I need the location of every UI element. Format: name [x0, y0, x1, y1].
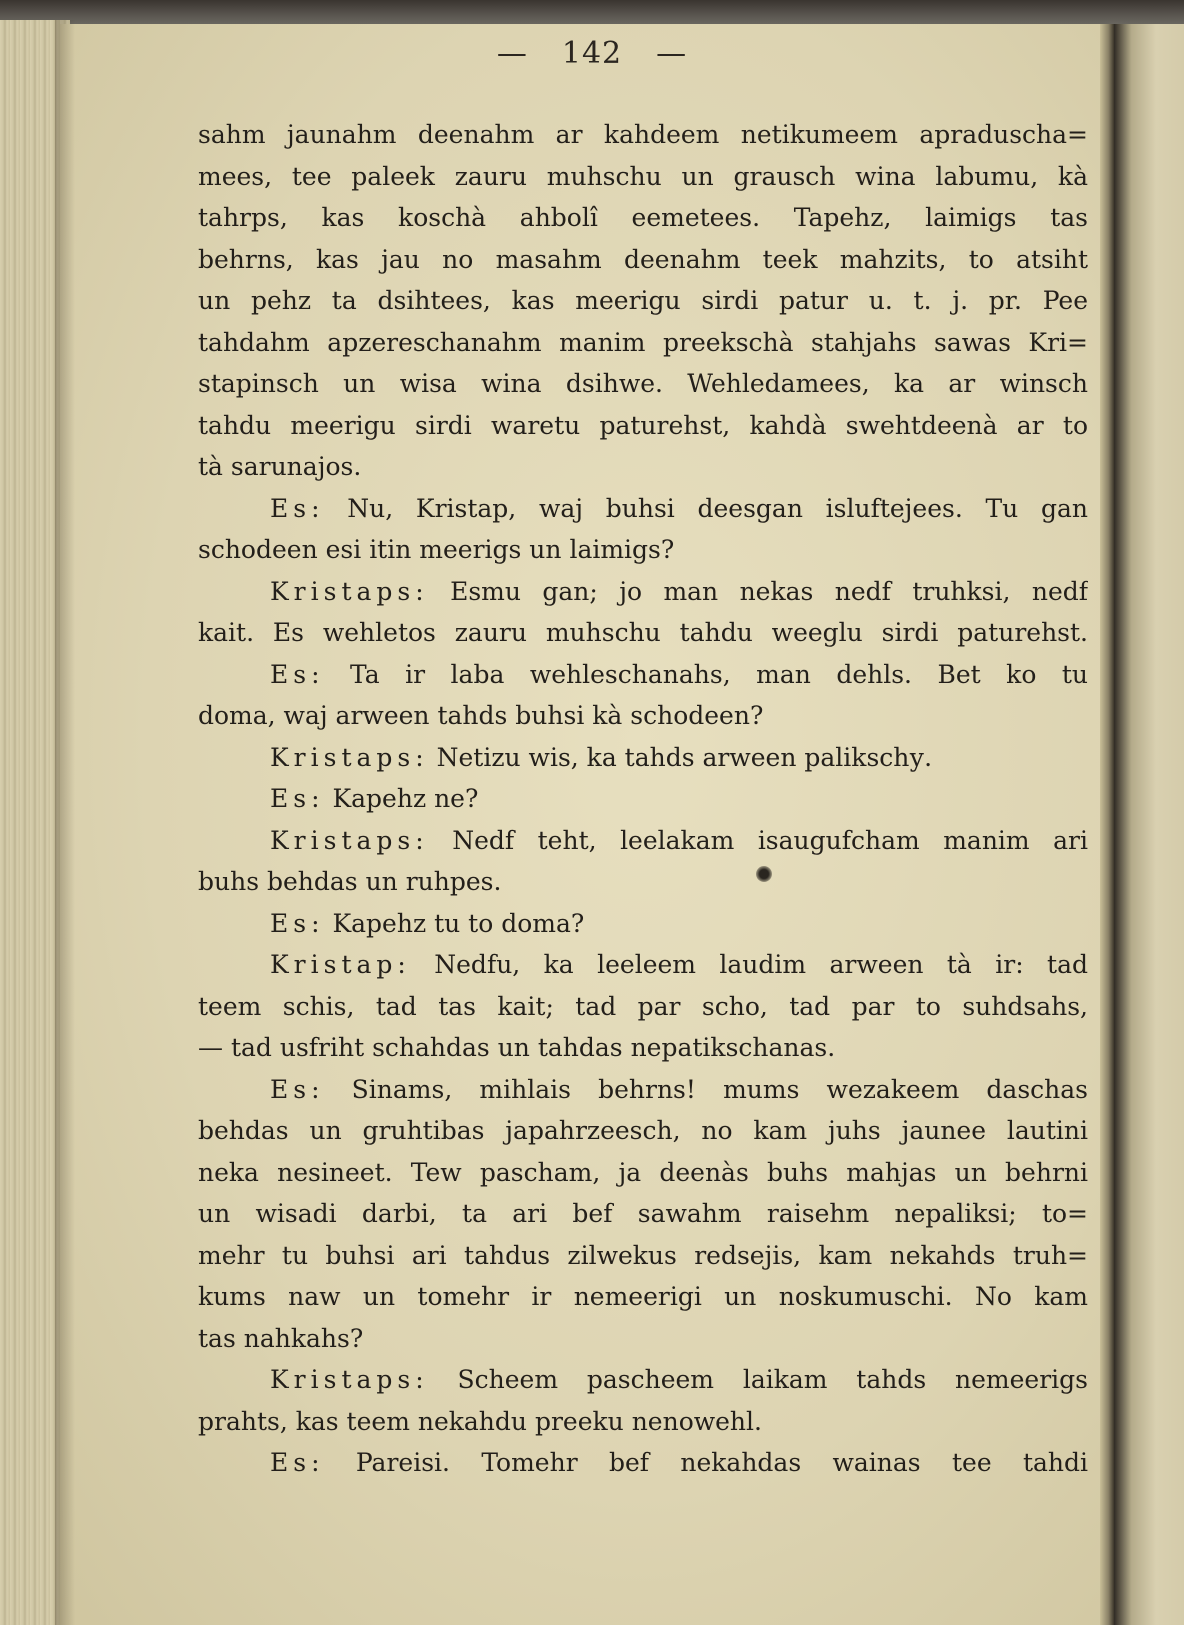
line-text: neka nesineet. Tew pascham, ja deenàs buhs mahjas un behrni [198, 1157, 1088, 1187]
line-text: stapinsch un wisa wina dsihwe. Wehledamees, ka ar winsch [198, 369, 1088, 398]
speaker-name: Es: [270, 493, 325, 523]
line-text: behdas un gruhtibas japahrzeesch, no kam juhs jaunee lautini [198, 1116, 1088, 1145]
text-line [198, 239, 1088, 281]
text-line [198, 1152, 1088, 1194]
line-text: prahts, kas teem nekahdu preeku nenowehl. [198, 1406, 762, 1436]
line-text: Scheem pascheem laikam tahds nemeerigs [457, 1365, 1088, 1394]
line-text: un wisadi darbi, ta ari bef sawahm raisehm nepaliksi; to= [198, 1199, 1088, 1228]
line-text: Esmu gan; jo man nekas nedf truhksi, nedf [450, 576, 1088, 606]
speaker-name: Es: [270, 1448, 325, 1477]
speaker-name: Es: [270, 659, 325, 689]
page-gutter [1100, 24, 1114, 1625]
line-text: tà sarunajos. [198, 452, 362, 481]
line-text: schodeen esi itin meerigs un laimigs? [198, 535, 675, 564]
text-line [198, 405, 1088, 447]
text-line [198, 1110, 1088, 1152]
text-line [198, 1193, 1088, 1235]
text-line [198, 695, 1088, 737]
line-text: tas nahkahs? [198, 1323, 364, 1353]
speaker-name: Kristaps: [270, 742, 429, 772]
speaker-name: Kristaps: [270, 1365, 429, 1394]
scan-top-edge [0, 0, 1184, 26]
line-text: kums naw un tomehr ir nemeerigi un noskumuschi. No kam [198, 1282, 1088, 1311]
line-text: tahdahm apzereschanahm manim preekschà stahjahs sawas Kri= [198, 327, 1088, 357]
text-line [198, 903, 1088, 945]
line-text: Ta ir laba wehleschanahs, man dehls. Bet ko tu [350, 659, 1088, 689]
text-line [198, 156, 1088, 198]
text-line [198, 280, 1088, 322]
line-text: mehr tu buhsi ari tahdus zilwekus redsejis, kam nekahds truh= [198, 1240, 1088, 1270]
text-line [198, 114, 1088, 156]
line-text: mees, tee paleek zauru muhschu un grausch wina labumu, kà [198, 161, 1088, 191]
text-line [198, 1401, 1088, 1443]
line-text: behrns, kas jau no masahm deenahm teek mahzits, to atsiht [198, 244, 1088, 274]
speaker-name: Es: [270, 784, 325, 813]
text-line [198, 1069, 1088, 1111]
text-line [198, 1318, 1088, 1360]
binding-shadow [55, 20, 75, 1625]
speaker-name: Kristaps: [270, 825, 429, 855]
line-text: buhs behdas un ruhpes. [198, 867, 502, 896]
text-line [198, 363, 1088, 405]
line-text: Nu, Kristap, waj buhsi deesgan isluftejees. Tu gan [347, 493, 1088, 523]
text-line [198, 529, 1088, 571]
text-line [198, 820, 1088, 862]
line-text: tahdu meerigu sirdi waretu paturehst, kahdà swehtdeenà ar to [198, 410, 1088, 440]
text-line [198, 322, 1088, 364]
page-number: 142 [561, 36, 623, 71]
line-text: un pehz ta dsihtees, kas meerigu sirdi patur u. t. j. pr. Pee [198, 286, 1088, 315]
text-line [198, 197, 1088, 239]
line-text: Sinams, mihlais behrns! mums wezakeem daschas [351, 1074, 1088, 1104]
line-text: Kapehz tu to doma? [332, 908, 585, 938]
ink-spot [756, 866, 772, 882]
line-text: teem schis, tad tas kait; tad par scho, tad par to suhdsahs, [198, 991, 1088, 1021]
line-text: sahm jaunahm deenahm ar kahdeem netikumeem apraduschа= [198, 120, 1088, 149]
line-text: tahrps, kas koschà ahbolî eemetees. Tapehz, laimigs tas [198, 203, 1088, 232]
line-text: Netizu wis, ka tahds arween palikschу. [436, 742, 933, 772]
right-page-edge [1114, 24, 1184, 1625]
line-text: Nedf teht, leelakam isaugufcham manim ari [452, 825, 1088, 855]
text-line [198, 654, 1088, 696]
text-line [198, 737, 1088, 779]
line-text: kait. Es wehletos zauru muhschu tahdu weeglu sirdi paturehst. [198, 618, 1088, 647]
text-line [198, 1442, 1088, 1484]
text-line [198, 778, 1088, 820]
line-text: — tad usfriht schahdas un tahdas nepatikschanas. [198, 1033, 836, 1062]
speaker-name: Es: [270, 1074, 325, 1104]
speaker-name: Es: [270, 908, 325, 938]
text-line [198, 861, 1088, 903]
text-line [198, 944, 1088, 986]
text-line [198, 488, 1088, 530]
header-dash-left: — [496, 36, 528, 71]
text-line [198, 612, 1088, 654]
text-line [198, 1027, 1088, 1069]
line-text: Kapehz ne? [332, 784, 479, 813]
text-line [198, 571, 1088, 613]
speaker-name: Kristap: [270, 950, 411, 979]
text-line [198, 986, 1088, 1028]
text-line [198, 1276, 1088, 1318]
text-line [198, 446, 1088, 488]
line-text: doma, waj arween tahds buhsi kà schodeen? [198, 701, 764, 730]
text-line [198, 1235, 1088, 1277]
line-text: Nedfu, ka leeleem laudim arween tà ir: tad [434, 950, 1088, 979]
body-text [198, 114, 1088, 1484]
header-dash-right: — [656, 36, 688, 71]
text-line [198, 1359, 1088, 1401]
line-text: Pareisi. Tomehr bef nekahdas wainas tee tahdi [355, 1448, 1088, 1477]
page-number-header [0, 36, 1184, 71]
speaker-name: Kristaps: [270, 576, 429, 606]
